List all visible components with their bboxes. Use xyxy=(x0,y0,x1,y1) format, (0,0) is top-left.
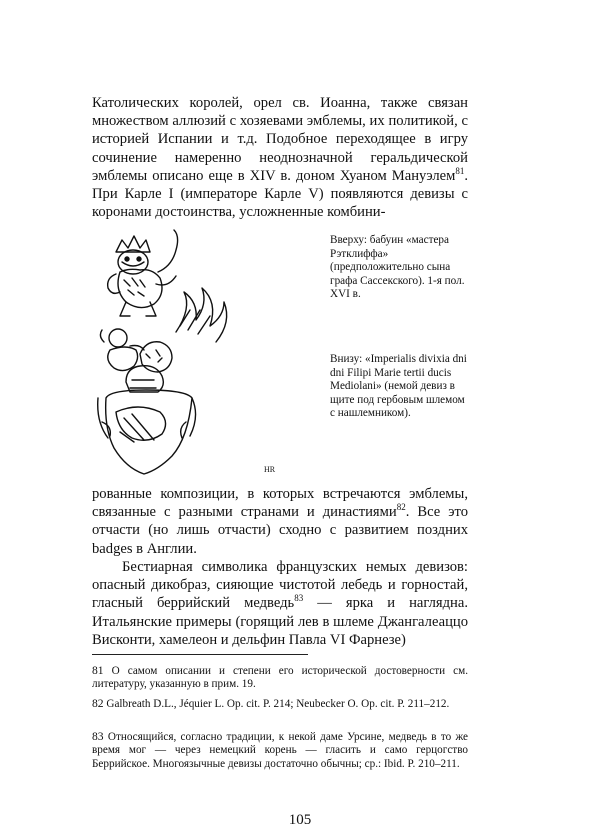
footnote-83 xyxy=(92,730,468,771)
footnote-ref-83[interactable]: 83 xyxy=(294,593,304,604)
caption-top: Вверху: бабуин «мастера Рэтклиффа» (предположительно сына графа Сассекского). 1-я пол. XVI в. xyxy=(330,234,465,301)
paragraph-1-text-a: Католических королей, орел св. Иоанна, также связан множеством аллюзий с хозяевами эмблемы, их политикой, с историей Испании и т.д. Подобное переходящее в игру сочинение намеренно неоднозначной геральдической эмблемы описано еще в XIV в. доном Хуаном Мануэлем xyxy=(92,95,468,184)
caption-bottom: Внизу: «Imperialis divixia dni dni Filipi Marie tertii ducis Mediolani» (немой девиз в щите под гербовым шлемом с нашлемником). xyxy=(330,353,467,420)
footnote-number: 83 xyxy=(92,730,104,743)
footnote-ref-82[interactable]: 82 xyxy=(396,502,406,513)
artist-signature: HR xyxy=(264,465,276,474)
baboon-emblem-icon xyxy=(108,230,178,316)
footnote-82 xyxy=(92,697,468,711)
paragraph-2 xyxy=(92,485,468,558)
footnote-text: Относящийся, согласно традиции, к некой даме Урсине, медведь в то же время мог — через немецкий корень — гласить и само герцогство Беррийское. Многоязычные девизы достаточно обычны; ср.: Ibid. P. 210–211. xyxy=(92,731,468,770)
paragraph-1 xyxy=(92,94,468,221)
paragraph-3 xyxy=(92,558,468,649)
emblem-illustration xyxy=(96,222,286,480)
paragraph-2-text-b: . Все это отчасти (но лишь отчасти) сходно с развитием поздних badges в Англии. xyxy=(92,504,468,557)
paragraph-3-text-a: Бестиарная символика французских немых девизов: опасный дикобраз, сияющие чистотой лебедь и горностай, гласный беррийский медведь xyxy=(92,559,468,612)
footnote-81 xyxy=(92,664,468,692)
footnote-ref-81[interactable]: 81 xyxy=(455,165,465,176)
footnote-separator xyxy=(92,654,308,655)
footnote-number: 82 xyxy=(92,697,104,710)
page-number: 105 xyxy=(288,812,312,828)
paragraph-3-text-b: — ярка и наглядна. Итальянские примеры (горящий лев в шлеме Джангалеаццо Висконти, хамелеон и дельфин Павла VI Фарнезе) xyxy=(92,595,468,648)
paragraph-1-text-b: . При Карле I (императоре Карле V) появляются девизы с коронами достоинства, усложненные комбини- xyxy=(92,167,468,221)
footnote-text: О самом описании и степени его исторической достоверности см. литературу, указанную в прим. 19. xyxy=(92,665,469,691)
paragraph-2-text-a: рованные композиции, в которых встречаются эмблемы, связанные с разными странами и династиями xyxy=(92,486,468,521)
footnote-text: Galbreath D.L., Jéquier L. Op. cit. P. 214; Neubecker O. Op. cit. P. 211–212. xyxy=(106,698,450,710)
helmet-shield-crest-icon xyxy=(98,288,227,474)
footnote-number: 81 xyxy=(92,664,104,677)
